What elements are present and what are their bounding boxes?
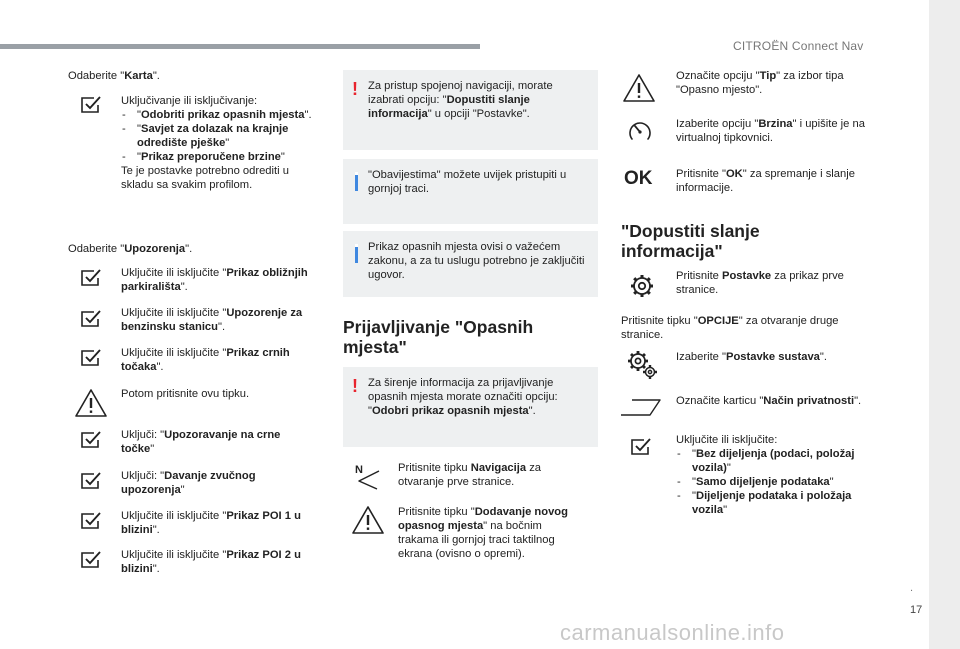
upozorenja-instruction: Odaberite "Upozorenja". — [68, 243, 193, 255]
list-item: - "Odobriti prikaz opasnih mjesta". — [121, 108, 321, 122]
checkbox-check-icon — [80, 310, 102, 328]
navigation-step-text: Pritisnite tipku Navigacija za otvaranje prve stranice. — [398, 462, 542, 488]
warning-triangle-icon — [351, 505, 385, 535]
press-button-text: Potom pritisnite ovu tipku. — [121, 388, 250, 400]
checkbox-check-icon — [80, 512, 102, 530]
page-header-title: CITROËN Connect Nav — [733, 39, 864, 53]
list-item: - "Dijeljenje podataka i položaja vozila" — [676, 489, 881, 517]
speed-step-text: Izaberite opciju "Brzina" i upišite je na virtualnoj tipkovnici. — [676, 118, 865, 144]
tab-icon — [620, 397, 664, 417]
warning-mark-icon: ! — [352, 79, 358, 99]
list-item: - "Prikaz preporučene brzine" — [121, 150, 321, 164]
options-step-text: Pritisnite tipku "OPCIJE" za otvaranje druge stranice. — [621, 315, 839, 341]
checkbox-check-icon — [80, 349, 102, 367]
navigation-arrow-icon — [355, 461, 381, 491]
privacy-options-list: Uključite ili isključite: - "Bez dijeljenja (podaci, položaj vozila)" - "Samo dijeljenje podataka" - "Dijeljenje podataka i položaja vozila" — [676, 433, 881, 517]
checkbox-check-icon — [80, 96, 102, 114]
karta-instruction: Odaberite "Karta". — [68, 70, 160, 82]
privacy-tab-step-text: Označite karticu "Način privatnosti". — [676, 395, 862, 407]
audio-warning-toggle-text: Uključi: "Davanje zvučnog upozorenja" — [121, 470, 256, 496]
warning-note-hazard-sharing: ! Za širenje informacija za prijavljivanje opasnih mjesta morate označiti opciju: "Odobri prikaz opasnih mjesta". — [343, 367, 598, 447]
system-settings-step-text: Izaberite "Postavke sustava". — [676, 351, 828, 363]
page-margin-band — [929, 0, 960, 649]
speedometer-icon — [626, 117, 654, 145]
ok-step-text: Pritisnite "OK" za spremanje i slanje informacije. — [676, 168, 855, 194]
checkbox-check-icon — [80, 551, 102, 569]
settings-gear-icon — [628, 272, 656, 300]
info-note-legal: Prikaz opasnih mjesta ovisi o važećem zakonu, a za tu uslugu potrebno je zaključiti ugovor. — [343, 231, 598, 297]
checkbox-check-icon — [80, 431, 102, 449]
system-settings-gears-icon — [624, 349, 660, 381]
svg-text:N: N — [355, 464, 363, 476]
warning-mark-icon: ! — [352, 376, 358, 396]
info-mark-icon — [355, 172, 359, 191]
list-item: - "Bez dijeljenja (podaci, položaj vozila)" — [676, 447, 881, 475]
poi2-toggle-text: Uključite ili isključite "Prikaz POI 2 u blizini". — [121, 549, 301, 575]
checkbox-check-icon — [80, 472, 102, 490]
section-heading-report-hazards: Prijavljivanje "Opasnih mjesta" — [343, 317, 534, 357]
parking-toggle-text: Uključite ili isključite "Prikaz obližnjih parkirališta". — [121, 267, 308, 293]
list-item: - "Samo dijeljenje podataka" — [676, 475, 881, 489]
checkbox-check-icon — [80, 269, 102, 287]
warning-note-connected-nav: ! Za pristup spojenoj navigaciji, morate izabrati opciju: "Dopustiti slanje informacija" u opciji "Postavke". — [343, 70, 598, 150]
watermark: carmanualsonline.info — [560, 620, 785, 645]
black-spots-toggle-text: Uključite ili isključite "Prikaz crnih točaka". — [121, 347, 290, 373]
page-number: 17 — [910, 604, 923, 616]
toggle-list: Uključivanje ili isključivanje: - "Odobriti prikaz opasnih mjesta". - "Savjet za dolazak na krajnje odredište pješke" - "Prikaz preporučene brzine" Te je postavke potrebno odrediti u skladu sa svakim profilom. — [121, 94, 321, 192]
header-rule — [0, 44, 480, 49]
warning-triangle-icon — [74, 388, 108, 418]
info-mark-icon — [355, 244, 359, 263]
fuel-station-toggle-text: Uključite ili isključite "Upozorenje za benzinsku stanicu". — [121, 307, 303, 333]
add-hazard-step-text: Pritisnite tipku "Dodavanje novog opasnog mjesta" na bočnim trakama ili gornjoj traci taktilnog ekrana (ovisno o opremi). — [398, 506, 568, 560]
warning-triangle-icon — [622, 73, 656, 103]
list-item: - "Savjet za dolazak na krajnje odredište pješke" — [121, 122, 321, 150]
black-spot-warning-toggle-text: Uključi: "Upozoravanje na crne točke" — [121, 429, 281, 455]
info-note-notifications: "Obavijestima" možete uvijek pristupiti u gornjoj traci. — [343, 159, 598, 224]
section-heading-allow-sharing: "Dopustiti slanje informacija" — [621, 221, 760, 261]
settings-step-text: Pritisnite Postavke za prikaz prve stranice. — [676, 270, 844, 296]
checkbox-check-icon — [630, 438, 652, 456]
ok-icon: OK — [624, 168, 653, 189]
page-end-marker: . — [910, 582, 914, 594]
poi1-toggle-text: Uključite ili isključite "Prikaz POI 1 u blizini". — [121, 510, 301, 536]
type-step-text: Označite opciju "Tip" za izbor tipa "Opasno mjesto". — [676, 70, 844, 96]
